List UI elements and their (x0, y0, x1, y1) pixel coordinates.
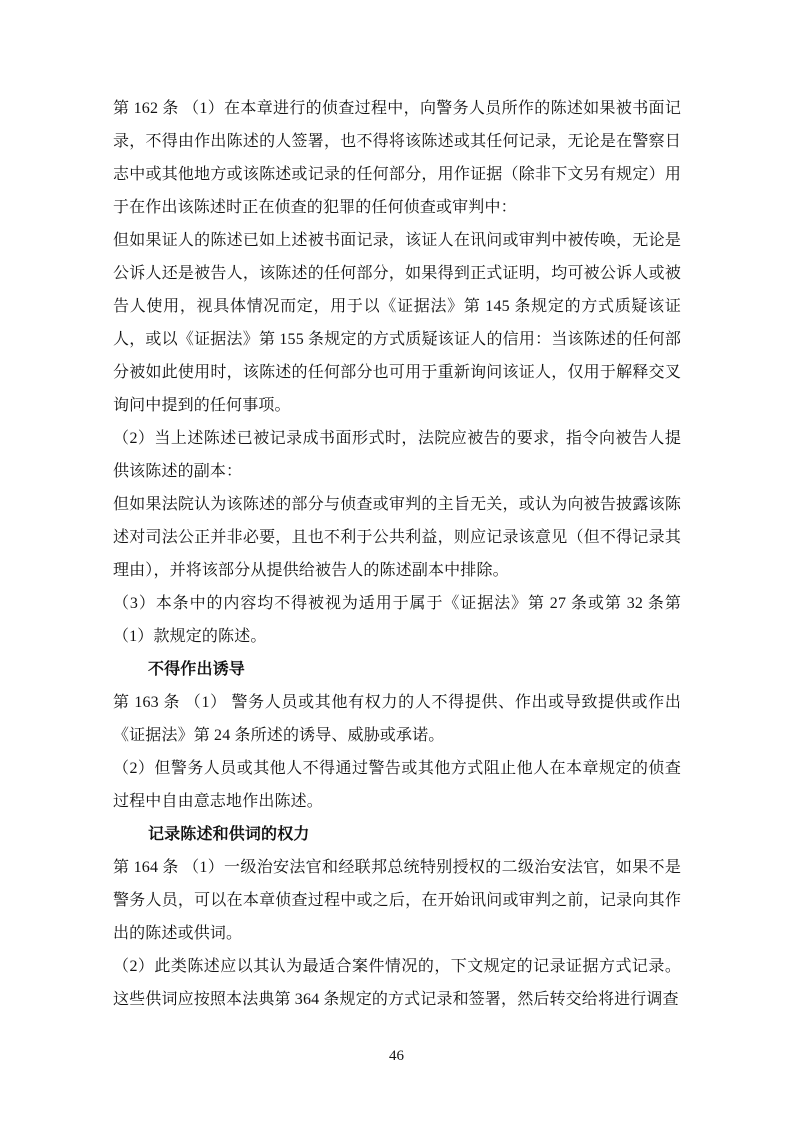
paragraph-article-164-1: 第 164 条 （1）一级治安法官和经联邦总统特别授权的二级治安法官，如果不是警务人员，可以在本章侦查过程中或之后，在开始讯问或审判之前，记录向其作出的陈述或供词。 (113, 859, 681, 942)
paragraph-article-162-2: （2）当上述陈述已被记录成书面形式时，法院应被告的要求，指令向被告人提供该陈述的副本： (113, 430, 681, 480)
paragraph-article-162-3: （3）本条中的内容均不得被视为适用于属于《证据法》第 27 条或第 32 条第（1）款规定的陈述。 (113, 595, 681, 645)
section-heading-power-to-record: 记录陈述和供词的权力 (148, 826, 310, 843)
paragraph-article-164-2: （2）此类陈述应以其认为最适合案件情况的，下文规定的记录证据方式记录。这些供词应按照本法典第 364 条规定的方式记录和签署，然后转交给将进行调查 (113, 958, 681, 1008)
paragraph-article-163-2: （2）但警务人员或其他人不得通过警告或其他方式阻止他人在本章规定的侦查过程中自由意志地作出陈述。 (113, 760, 681, 810)
paragraph-article-163-1: 第 163 条 （1） 警务人员或其他有权力的人不得提供、作出或导致提供或作出《证据法》第 24 条所述的诱导、威胁或承诺。 (113, 694, 681, 744)
paragraph-article-162-1-proviso: 但如果证人的陈述已如上述被书面记录，该证人在讯问或审判中被传唤，无论是公诉人还是被告人，该陈述的任何部分，如果得到正式证明，均可被公诉人或被告人使用，视具体情况而定，用于以《证据法》第 145 条规定的方式质疑该证人，或以《证据法》第 155 条规定的方式质疑该证人的信用：当该陈述的任何部分被如此使用时，该陈述的任何部分也可用于重新询问该证人，仅用于解释交叉询问中提到的任何事项。 (113, 232, 681, 414)
section-heading-no-inducement: 不得作出诱导 (148, 661, 245, 678)
document-content (113, 92, 681, 1016)
paragraph-article-162-2-proviso: 但如果法院认为该陈述的部分与侦查或审判的主旨无关，或认为向被告披露该陈述对司法公正并非必要，且也不利于公共利益，则应记录该意见（但不得记录其理由），并将该部分从提供给被告人的陈述副本中排除。 (113, 496, 681, 579)
page-number: 46 (389, 1048, 404, 1064)
paragraph-article-162-1: 第 162 条 （1）在本章进行的侦查过程中，向警务人员所作的陈述如果被书面记录，不得由作出陈述的人签署，也不得将该陈述或其任何记录，无论是在警察日志中或其他地方或该陈述或记录的任何部分，用作证据（除非下文另有规定）用于在作出该陈述时正在侦查的犯罪的任何侦查或审判中： (113, 100, 681, 216)
